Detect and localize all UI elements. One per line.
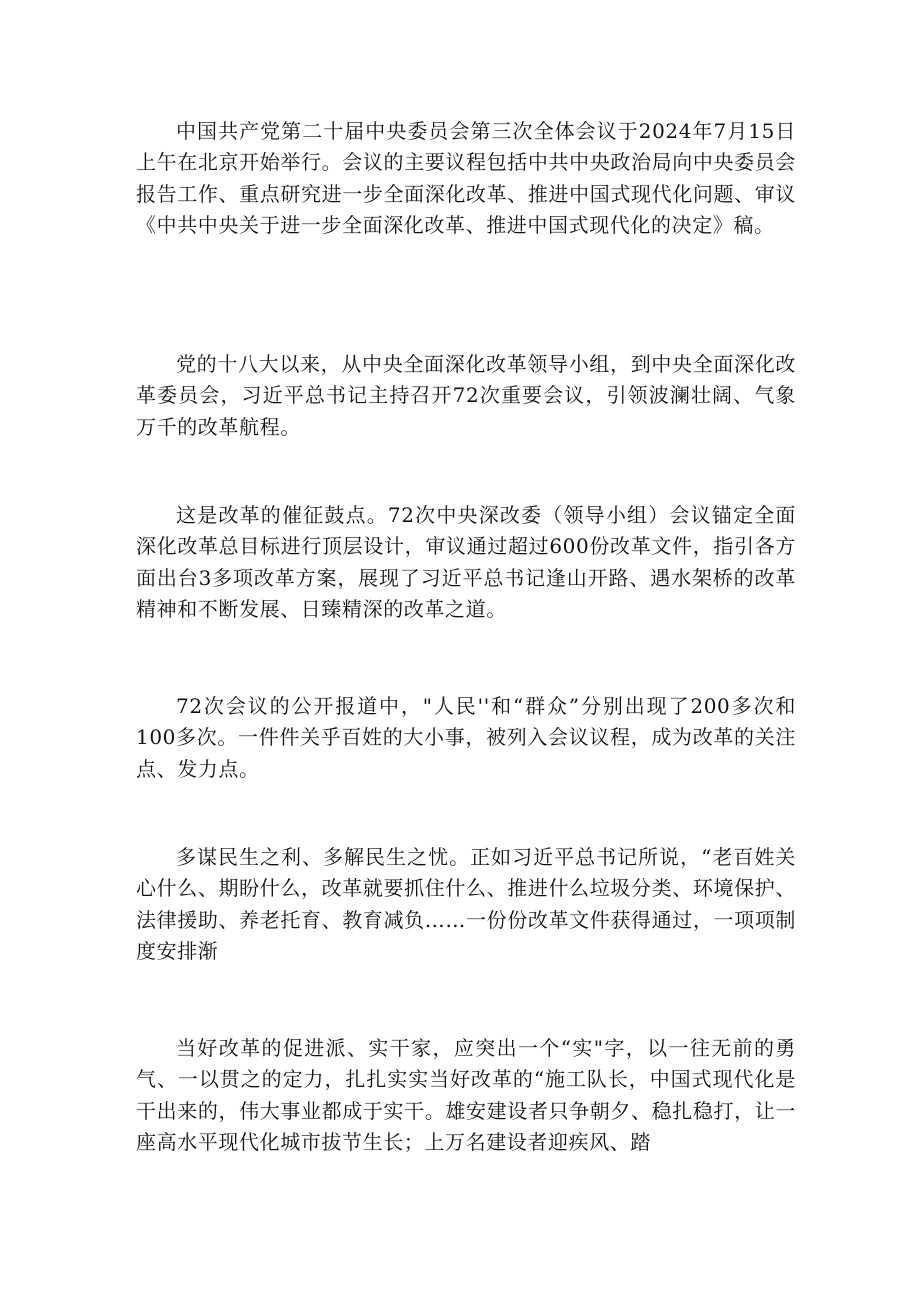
paragraph-people-focus: 72次会议的公开报道中，"人民''和“群众”分别出现了200多次和100多次。一件件关乎百姓的大小事，被列入会议议程，成为改革的关注点、发力点。 [136, 694, 796, 781]
paragraph-practical-action: 当好改革的促进派、实干家，应突出一个“实"字，以一往无前的勇气、一以贯之的定力，扎扎实实当好改革的“施工队长，中国式现代化是干出来的，伟大事业都成于实干。雄安建设者只争朝夕、稳扎稳打，让一座高水平现代化城市拔节生长；上万名建设者迎疾风、踏 [136, 1036, 796, 1155]
paragraph-reform-drumbeat: 这是改革的催征鼓点。72次中央深改委（领导小组）会议锚定全面深化改革总目标进行顶层设计，审议通过超过600份改革文件，指引各方面出台3多项改革方案，展现了习近平总书记逢山开路、遇水架桥的改革精神和不断发展、日臻精深的改革之道。 [136, 503, 796, 622]
paragraph-reform-meetings: 党的十八大以来，从中央全面深化改革领导小组，到中央全面深化改革委员会，习近平总书记主持召开72次重要会议，引领波澜壮阔、气象万千的改革航程。 [136, 352, 796, 439]
paragraph-livelihood: 多谋民生之利、多解民生之忧。正如习近平总书记所说，“老百姓关心什么、期盼什么，改革就要抓住什么、推进什么垃圾分类、环境保护、法律援助、养老托育、教育减负……一份份改革文件获得通过，一项项制度安排渐 [136, 845, 796, 964]
paragraph-third-plenum-intro: 中国共产党第二十届中央委员会第三次全体会议于2024年7月15日上午在北京开始举行。会议的主要议程包括中共中央政治局向中央委员会报告工作、重点研究进一步全面深化改革、推进中国式现代化问题、审议《中共中央关于进一步全面深化改革、推进中国式现代化的决定》稿。 [136, 119, 796, 238]
